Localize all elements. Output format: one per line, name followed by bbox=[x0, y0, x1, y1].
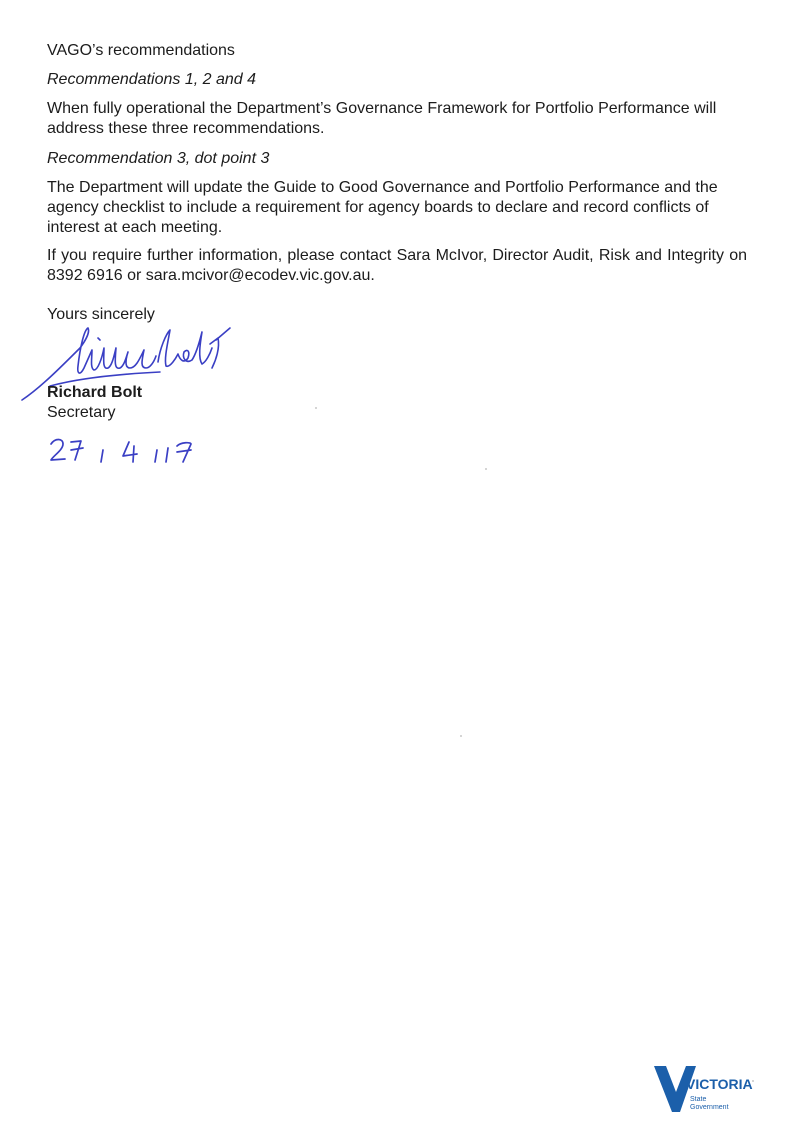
victoria-state-government-logo bbox=[652, 1062, 756, 1116]
contact-paragraph: If you require further information, please contact Sara McIvor, Director Audit, Risk and Integrity on 8392 6916 or sara.mcivor@ecodev.vic.gov.au. bbox=[47, 247, 747, 284]
signer-title: Secretary bbox=[47, 404, 116, 421]
scan-speck bbox=[315, 407, 317, 409]
handwritten-date bbox=[45, 432, 215, 472]
recommendation-3-subheading: Recommendation 3, dot point 3 bbox=[47, 150, 270, 167]
scan-speck bbox=[485, 468, 487, 470]
signer-name: Richard Bolt bbox=[47, 384, 143, 401]
recommendation-3-response: The Department will update the Guide to Good Governance and Portfolio Performance and the agency checklist to include a requirement for agency boards to declare and record conflicts of interest at each meeting. bbox=[47, 179, 718, 236]
recommendations-1-2-4-subheading: Recommendations 1, 2 and 4 bbox=[47, 71, 257, 88]
section-heading: VAGO’s recommendations bbox=[47, 42, 235, 59]
recommendations-1-2-4-response: When fully operational the Department’s Governance Framework for Portfolio Performance will address these three recommendations. bbox=[47, 100, 717, 137]
svg-text:VICTORIA: VICTORIA bbox=[686, 1076, 753, 1092]
scan-speck bbox=[460, 735, 462, 737]
closing-salutation: Yours sincerely bbox=[47, 306, 155, 323]
svg-text:State: State bbox=[690, 1096, 707, 1103]
svg-text:Government: Government bbox=[690, 1104, 729, 1111]
